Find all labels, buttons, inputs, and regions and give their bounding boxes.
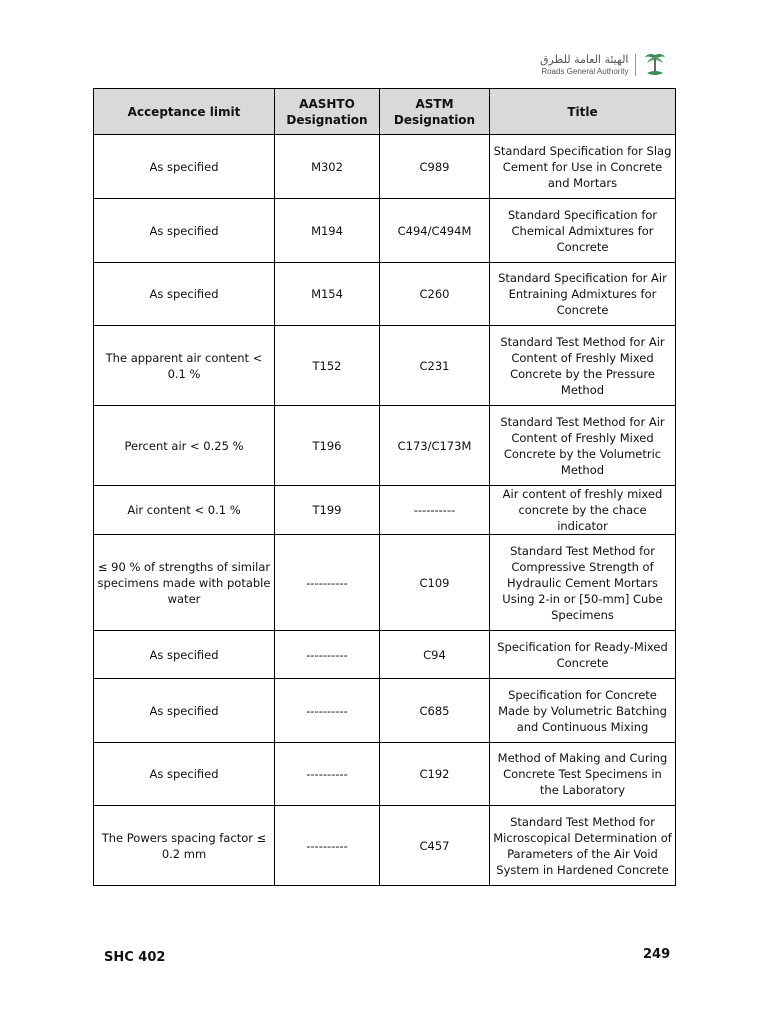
cell-title: Specification for Concrete Made by Volumetric Batching and Continuous Mixing <box>490 679 676 743</box>
cell-acceptance-limit: The Powers spacing factor ≤ 0.2 mm <box>94 806 275 886</box>
cell-acceptance-limit: Percent air < 0.25 % <box>94 406 275 486</box>
header-aashto-designation: AASHTO Designation <box>275 89 380 135</box>
table-row <box>94 199 676 263</box>
cell-title: Standard Specification for Air Entraining Admixtures for Concrete <box>490 263 676 326</box>
cell-aashto: T199 <box>275 486 380 535</box>
cell-aashto: ---------- <box>275 679 380 743</box>
cell-astm: C231 <box>380 326 490 406</box>
cell-astm: C192 <box>380 743 490 806</box>
cell-astm: C457 <box>380 806 490 886</box>
cell-astm: C94 <box>380 631 490 679</box>
cell-title: Standard Specification for Slag Cement for Use in Concrete and Mortars <box>490 135 676 199</box>
cell-aashto: M302 <box>275 135 380 199</box>
cell-title: Method of Making and Curing Concrete Test Specimens in the Laboratory <box>490 743 676 806</box>
cell-astm: C109 <box>380 535 490 631</box>
cell-astm: ---------- <box>380 486 490 535</box>
table-row <box>94 406 676 486</box>
cell-astm: C494/C494M <box>380 199 490 263</box>
cell-acceptance-limit: Air content < 0.1 % <box>94 486 275 535</box>
cell-astm: C260 <box>380 263 490 326</box>
cell-aashto: M194 <box>275 199 380 263</box>
org-logo <box>540 50 674 80</box>
table-row <box>94 486 676 535</box>
org-name <box>540 54 628 76</box>
table-header-row <box>94 89 676 135</box>
cell-aashto: ---------- <box>275 631 380 679</box>
cell-title: Standard Test Method for Air Content of Freshly Mixed Concrete by the Pressure Method <box>490 326 676 406</box>
cell-acceptance-limit: As specified <box>94 263 275 326</box>
cell-acceptance-limit: As specified <box>94 631 275 679</box>
cell-title: Standard Test Method for Air Content of Freshly Mixed Concrete by the Volumetric Method <box>490 406 676 486</box>
table-row <box>94 743 676 806</box>
cell-acceptance-limit: ≤ 90 % of strengths of similar specimens made with potable water <box>94 535 275 631</box>
cell-acceptance-limit: As specified <box>94 135 275 199</box>
cell-title: Air content of freshly mixed concrete by the chace indicator <box>490 486 676 535</box>
table-row <box>94 326 676 406</box>
table-row <box>94 806 676 886</box>
cell-aashto: T196 <box>275 406 380 486</box>
cell-title: Specification for Ready-Mixed Concrete <box>490 631 676 679</box>
cell-title: Standard Specification for Chemical Admixtures for Concrete <box>490 199 676 263</box>
palm-tree-icon <box>643 51 667 79</box>
logo-divider <box>635 54 636 76</box>
cell-aashto: ---------- <box>275 743 380 806</box>
table-row <box>94 135 676 199</box>
table-row <box>94 631 676 679</box>
cell-acceptance-limit: As specified <box>94 199 275 263</box>
cell-astm: C173/C173M <box>380 406 490 486</box>
header-title: Title <box>490 89 676 135</box>
table-row <box>94 263 676 326</box>
header-acceptance-limit: Acceptance limit <box>94 89 275 135</box>
table-row <box>94 535 676 631</box>
cell-aashto: M154 <box>275 263 380 326</box>
org-name-arabic: الهيئة العامة للطرق <box>540 53 629 66</box>
cell-acceptance-limit: As specified <box>94 743 275 806</box>
cell-acceptance-limit: The apparent air content < 0.1 % <box>94 326 275 406</box>
cell-aashto: ---------- <box>275 806 380 886</box>
table-row <box>94 679 676 743</box>
cell-title: Standard Test Method for Microscopical Determination of Parameters of the Air Void System in Hardened Concrete <box>490 806 676 886</box>
cell-astm: C685 <box>380 679 490 743</box>
cell-aashto: ---------- <box>275 535 380 631</box>
cell-title: Standard Test Method for Compressive Strength of Hydraulic Cement Mortars Using 2-in or [50-mm] Cube Specimens <box>490 535 676 631</box>
cell-aashto: T152 <box>275 326 380 406</box>
page-number: 249 <box>643 947 671 962</box>
header-astm-designation: ASTM Designation <box>380 89 490 135</box>
specifications-table <box>93 88 676 886</box>
org-name-english: Roads General Authority <box>541 67 629 76</box>
document-code: SHC 402 <box>104 950 166 965</box>
cell-astm: C989 <box>380 135 490 199</box>
cell-acceptance-limit: As specified <box>94 679 275 743</box>
